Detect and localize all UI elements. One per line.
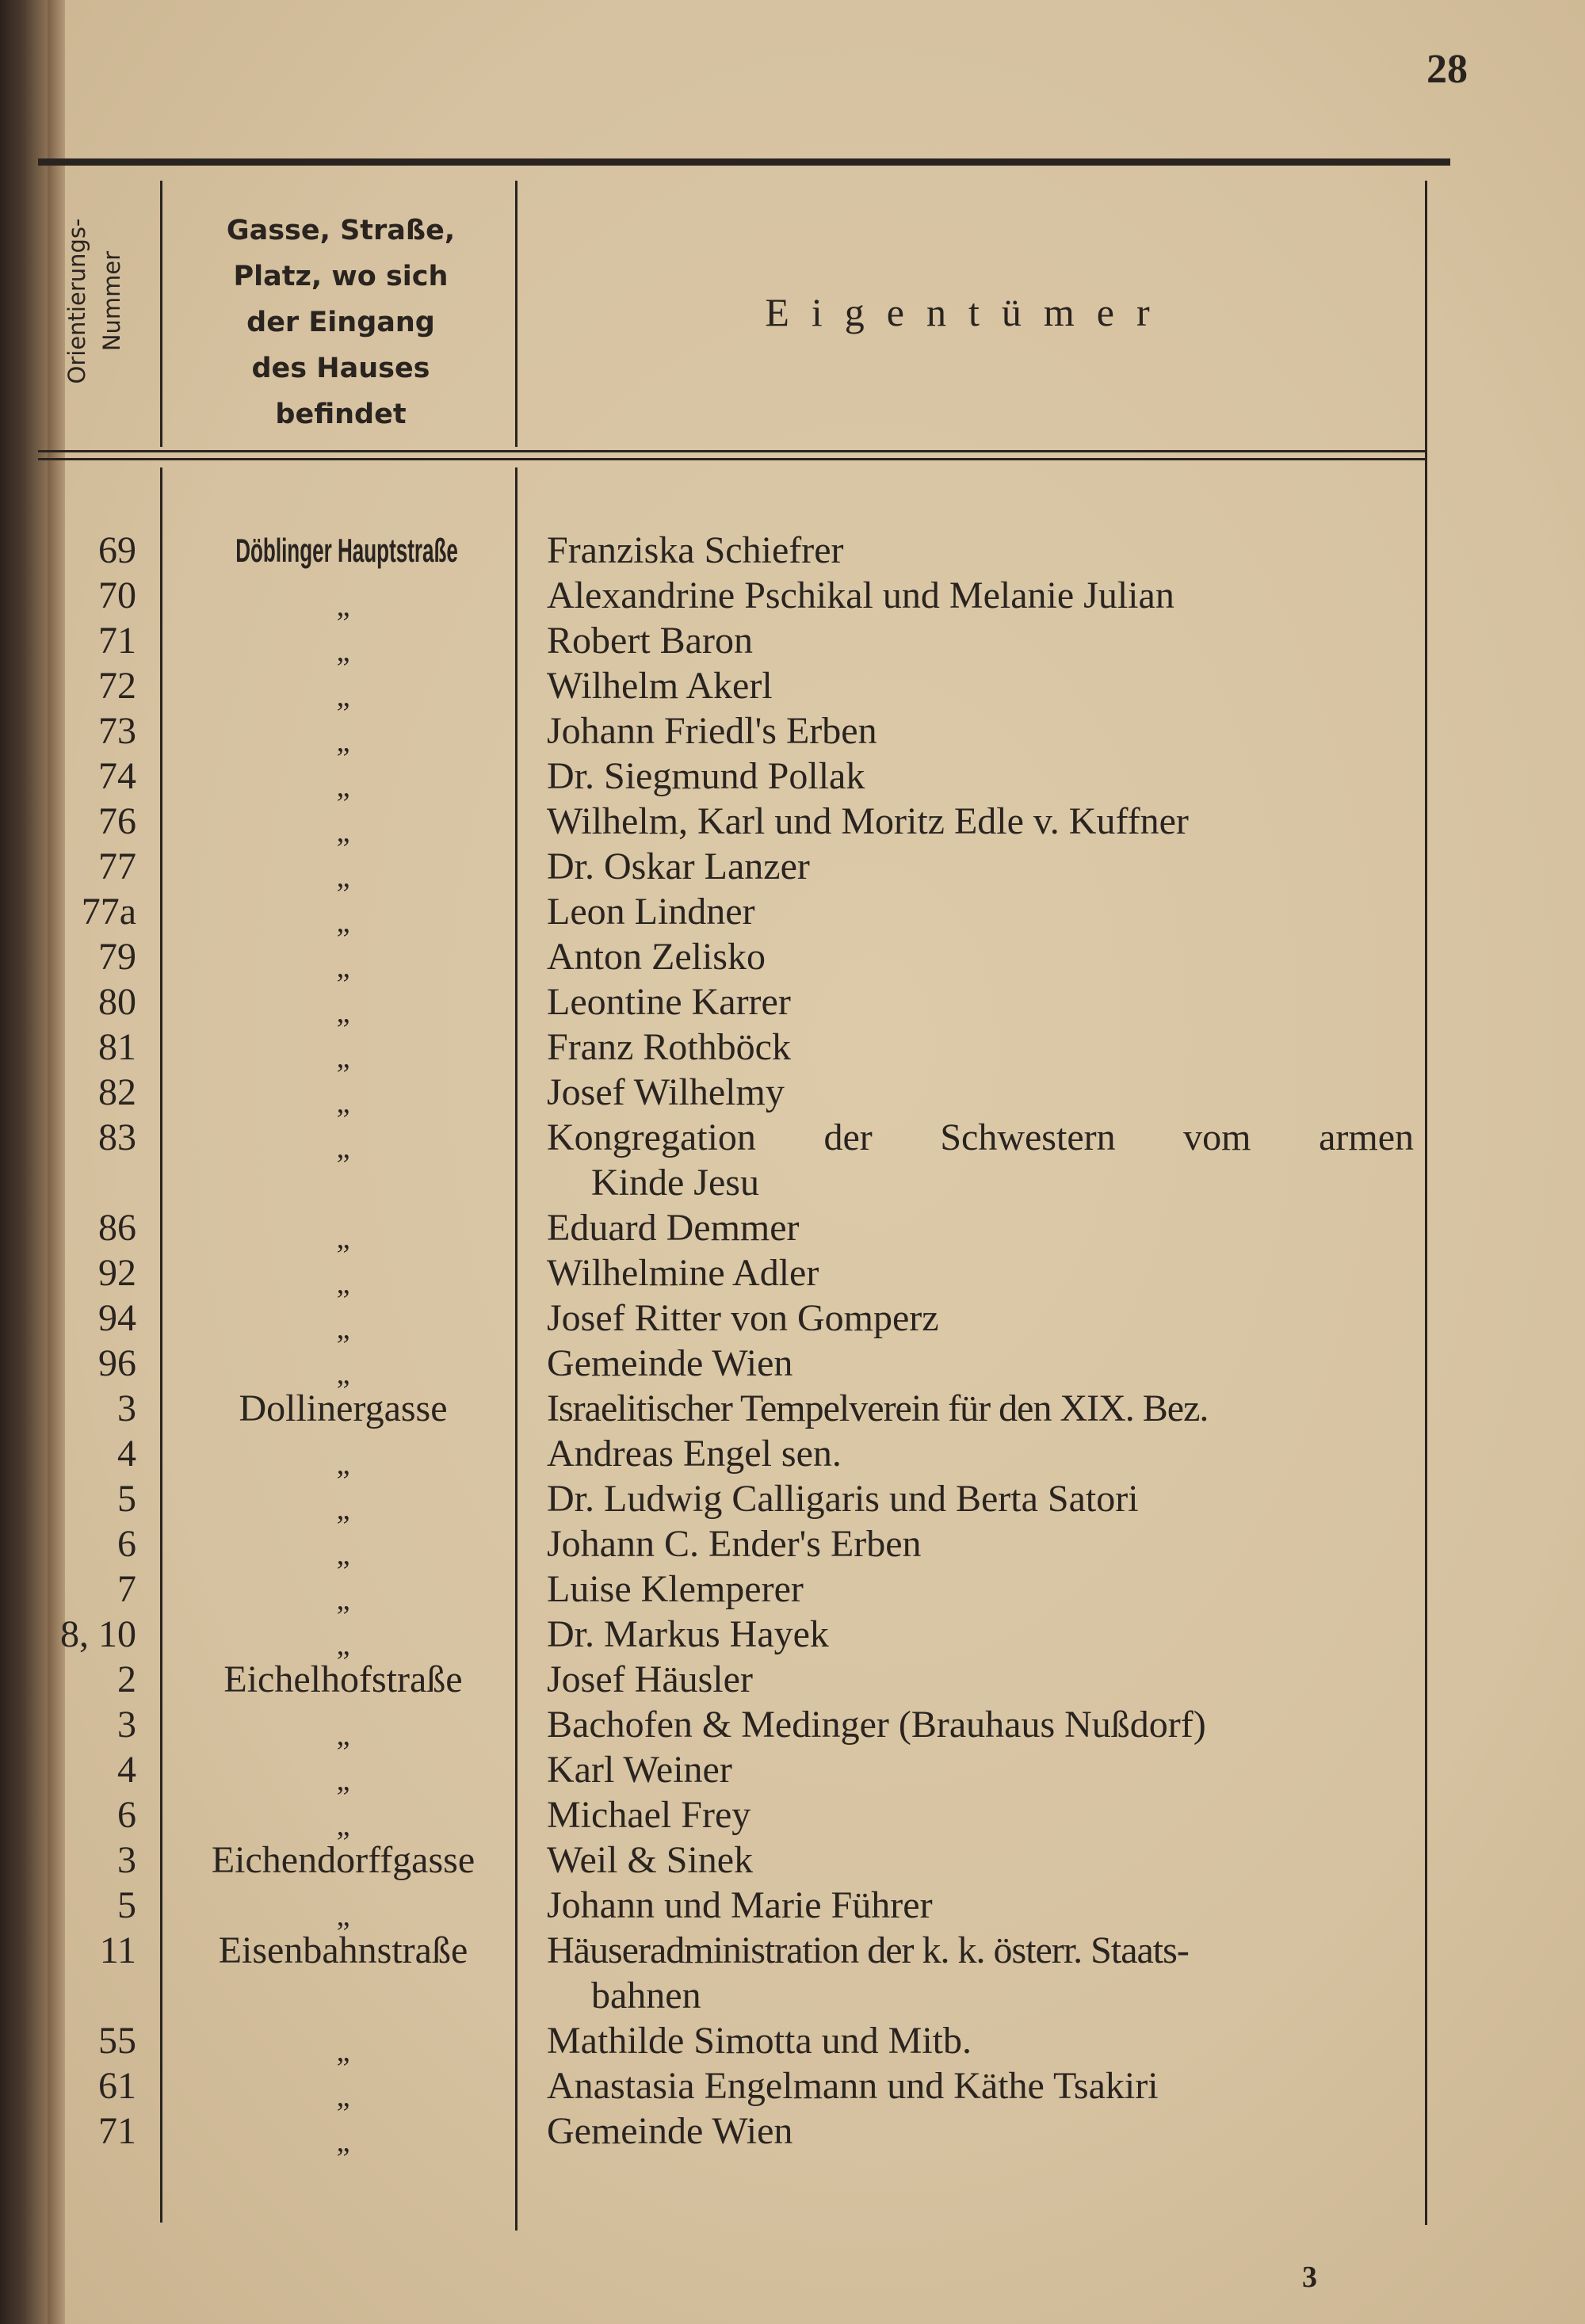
orientation-number: 77 xyxy=(98,845,136,887)
orientation-number: 8, 10 xyxy=(60,1613,136,1655)
header-col1-line2: Nummer xyxy=(98,250,125,352)
ditto-mark: „ xyxy=(336,861,350,894)
column-divider-1 xyxy=(160,181,162,447)
table-row xyxy=(0,1928,1585,1973)
header-col2-line: der Eingang xyxy=(246,307,435,338)
orientation-number: 11 xyxy=(99,1929,136,1971)
orientation-number: 7 xyxy=(117,1568,136,1610)
table-row xyxy=(0,1883,1585,1933)
orientation-number: 6 xyxy=(117,1523,136,1565)
owner-name: Dr. Siegmund Pollak xyxy=(547,755,865,797)
orientation-number: 83 xyxy=(98,1116,136,1158)
header-col1-line1: Orientierungs- xyxy=(63,218,90,384)
orientation-number: 74 xyxy=(98,755,136,797)
owner-name: Wilhelmine Adler xyxy=(547,1252,819,1294)
owner-name: Anastasia Engelmann und Käthe Tsakiri xyxy=(547,2065,1159,2107)
owner-name: Johann und Marie Führer xyxy=(547,1884,933,1926)
header-rule-bottom xyxy=(38,458,1426,460)
owner-name: Israelitischer Tempelverein für den XIX. Bez. xyxy=(547,1387,1209,1429)
orientation-number: 86 xyxy=(98,1207,136,1249)
ditto-mark: „ xyxy=(336,996,350,1029)
header-col2-line: befindet xyxy=(275,399,407,430)
orientation-number: 4 xyxy=(117,1749,136,1791)
ditto-mark: „ xyxy=(336,815,350,849)
owner-name: Kongregation der Schwestern vom armen xyxy=(547,1116,1414,1158)
owner-name: Michael Frey xyxy=(547,1794,751,1836)
ditto-mark: „ xyxy=(336,1493,350,1526)
table-row xyxy=(0,1115,1585,1165)
owner-name: Wilhelm Akerl xyxy=(547,665,773,707)
header-rule-top xyxy=(38,450,1426,452)
owner-name: Bachofen & Medinger (Brauhaus Nußdorf) xyxy=(547,1704,1206,1746)
owner-name: Dr. Ludwig Calligaris und Berta Satori xyxy=(547,1478,1139,1520)
ditto-mark: „ xyxy=(336,1222,350,1255)
owner-name: Franz Rothböck xyxy=(547,1026,791,1068)
owner-name: Johann C. Ender's Erben xyxy=(547,1523,922,1565)
orientation-number: 76 xyxy=(98,800,136,842)
table-row xyxy=(0,1837,1585,1883)
owner-name-continued: Kinde Jesu xyxy=(591,1162,759,1204)
table-row xyxy=(0,1792,1585,1842)
top-rule xyxy=(38,158,1450,166)
ditto-mark: „ xyxy=(336,590,350,623)
orientation-number: 77a xyxy=(81,891,136,933)
ditto-mark: „ xyxy=(336,1583,350,1616)
ditto-mark: „ xyxy=(336,770,350,803)
street-name: Döblinger Hauptstraße xyxy=(235,532,458,569)
orientation-number: 92 xyxy=(98,1252,136,1294)
table-row xyxy=(0,708,1585,758)
table-row-continuation xyxy=(0,1973,1585,2018)
header-owner: Eigentümer xyxy=(765,290,1172,334)
owner-name: Leontine Karrer xyxy=(547,981,791,1023)
table-row xyxy=(0,1431,1585,1481)
table-row xyxy=(0,1341,1585,1391)
owner-name: Eduard Demmer xyxy=(547,1207,800,1249)
street-name: Dollinergasse xyxy=(239,1387,448,1429)
owner-name: Franziska Schiefrer xyxy=(547,529,844,571)
table-row xyxy=(0,1296,1585,1345)
owner-name: Josef Wilhelmy xyxy=(547,1071,785,1113)
table-row xyxy=(0,1250,1585,1300)
header-street xyxy=(168,208,514,437)
owner-name: Häuseradministration der k. k. österr. Staats- xyxy=(547,1929,1189,1971)
ditto-mark: „ xyxy=(336,1538,350,1571)
table-row xyxy=(0,1070,1585,1120)
ditto-mark: „ xyxy=(336,1719,350,1752)
owner-name: Leon Lindner xyxy=(547,891,755,933)
orientation-number: 79 xyxy=(98,936,136,978)
orientation-number: 2 xyxy=(117,1658,136,1700)
ditto-mark: „ xyxy=(336,1267,350,1300)
table-row xyxy=(0,1747,1585,1797)
ditto-mark: „ xyxy=(336,2080,350,2113)
ditto-mark: „ xyxy=(336,906,350,939)
owner-name: Robert Baron xyxy=(547,620,753,662)
table-row xyxy=(0,573,1585,623)
table-row xyxy=(0,844,1585,894)
table-row xyxy=(0,1386,1585,1431)
table-row-continuation xyxy=(0,1160,1585,1205)
table-row xyxy=(0,934,1585,984)
owner-name: Wilhelm, Karl und Moritz Edle v. Kuffner xyxy=(547,800,1189,842)
ditto-mark: „ xyxy=(336,1764,350,1797)
ditto-mark: „ xyxy=(336,635,350,668)
table-row xyxy=(0,799,1585,849)
table-row xyxy=(0,528,1585,573)
orientation-number: 82 xyxy=(98,1071,136,1113)
table-row xyxy=(0,1612,1585,1662)
ditto-mark: „ xyxy=(336,1448,350,1481)
table-row xyxy=(0,618,1585,668)
table-row xyxy=(0,663,1585,713)
orientation-number: 71 xyxy=(98,620,136,662)
header-orientation-number xyxy=(51,178,138,424)
header-col2-line: Gasse, Straße, xyxy=(226,215,456,246)
orientation-number: 6 xyxy=(117,1794,136,1836)
owner-name: Anton Zelisko xyxy=(547,936,766,978)
owner-name: Dr. Markus Hayek xyxy=(547,1613,829,1655)
table-row xyxy=(0,2018,1585,2068)
ditto-mark: „ xyxy=(336,1312,350,1345)
ditto-mark: „ xyxy=(336,1041,350,1074)
header-col2-line: Platz, wo sich xyxy=(233,261,449,292)
orientation-number: 3 xyxy=(117,1839,136,1881)
ditto-mark: „ xyxy=(336,1899,350,1933)
owner-name: Mathilde Simotta und Mitb. xyxy=(547,2020,972,2062)
owner-name: Weil & Sinek xyxy=(547,1839,754,1881)
ditto-mark: „ xyxy=(336,680,350,713)
orientation-number: 70 xyxy=(98,574,136,616)
owner-name: Josef Ritter von Gomperz xyxy=(547,1297,939,1339)
owner-name: Dr. Oskar Lanzer xyxy=(547,845,810,887)
owner-name-continued: bahnen xyxy=(591,1975,701,2017)
ditto-mark: „ xyxy=(336,1357,350,1391)
table-row xyxy=(0,1476,1585,1526)
ditto-mark: „ xyxy=(336,1086,350,1120)
table-row xyxy=(0,2063,1585,2113)
orientation-number: 94 xyxy=(98,1297,136,1339)
orientation-number: 73 xyxy=(98,710,136,752)
street-name: Eichendorffgasse xyxy=(211,1839,476,1881)
orientation-number: 55 xyxy=(98,2020,136,2062)
orientation-number: 71 xyxy=(98,2110,136,2152)
table-row xyxy=(0,1521,1585,1571)
orientation-number: 96 xyxy=(98,1342,136,1384)
page-number: 28 xyxy=(1426,47,1468,92)
owner-name: Alexandrine Pschikal und Melanie Julian xyxy=(547,574,1174,616)
ditto-mark: „ xyxy=(336,1809,350,1842)
orientation-number: 69 xyxy=(98,529,136,571)
table-row xyxy=(0,1567,1585,1616)
orientation-number: 81 xyxy=(98,1026,136,1068)
ditto-mark: „ xyxy=(336,951,350,984)
owner-name: Josef Häusler xyxy=(547,1658,753,1700)
orientation-number: 61 xyxy=(98,2065,136,2107)
orientation-number: 3 xyxy=(117,1387,136,1429)
table-row xyxy=(0,979,1585,1029)
owner-name: Gemeinde Wien xyxy=(547,1342,793,1384)
table-row xyxy=(0,1702,1585,1752)
ditto-mark: „ xyxy=(336,2035,350,2068)
orientation-number: 3 xyxy=(117,1704,136,1746)
ditto-mark: „ xyxy=(336,2125,350,2158)
owner-name: Luise Klemperer xyxy=(547,1568,804,1610)
table-row xyxy=(0,2108,1585,2158)
owner-name: Gemeinde Wien xyxy=(547,2110,793,2152)
orientation-number: 80 xyxy=(98,981,136,1023)
orientation-number: 5 xyxy=(117,1884,136,1926)
street-name: Eichelhofstraße xyxy=(223,1658,463,1700)
table-row xyxy=(0,1205,1585,1255)
orientation-number: 72 xyxy=(98,665,136,707)
owner-name: Karl Weiner xyxy=(547,1749,732,1791)
table-row xyxy=(0,889,1585,939)
table-row xyxy=(0,1025,1585,1074)
ditto-mark: „ xyxy=(336,725,350,758)
street-name: Eisenbahnstraße xyxy=(218,1929,468,1971)
owner-name: Johann Friedl's Erben xyxy=(547,710,877,752)
orientation-number: 5 xyxy=(117,1478,136,1520)
table-row xyxy=(0,754,1585,803)
owner-name: Andreas Engel sen. xyxy=(547,1433,842,1475)
ditto-mark: „ xyxy=(336,1628,350,1662)
ditto-mark: „ xyxy=(336,1131,350,1165)
header-col2-line: des Hauses xyxy=(251,353,430,384)
orientation-number: 4 xyxy=(117,1433,136,1475)
signature-mark: 3 xyxy=(1302,2261,1317,2294)
table-row xyxy=(0,1657,1585,1702)
